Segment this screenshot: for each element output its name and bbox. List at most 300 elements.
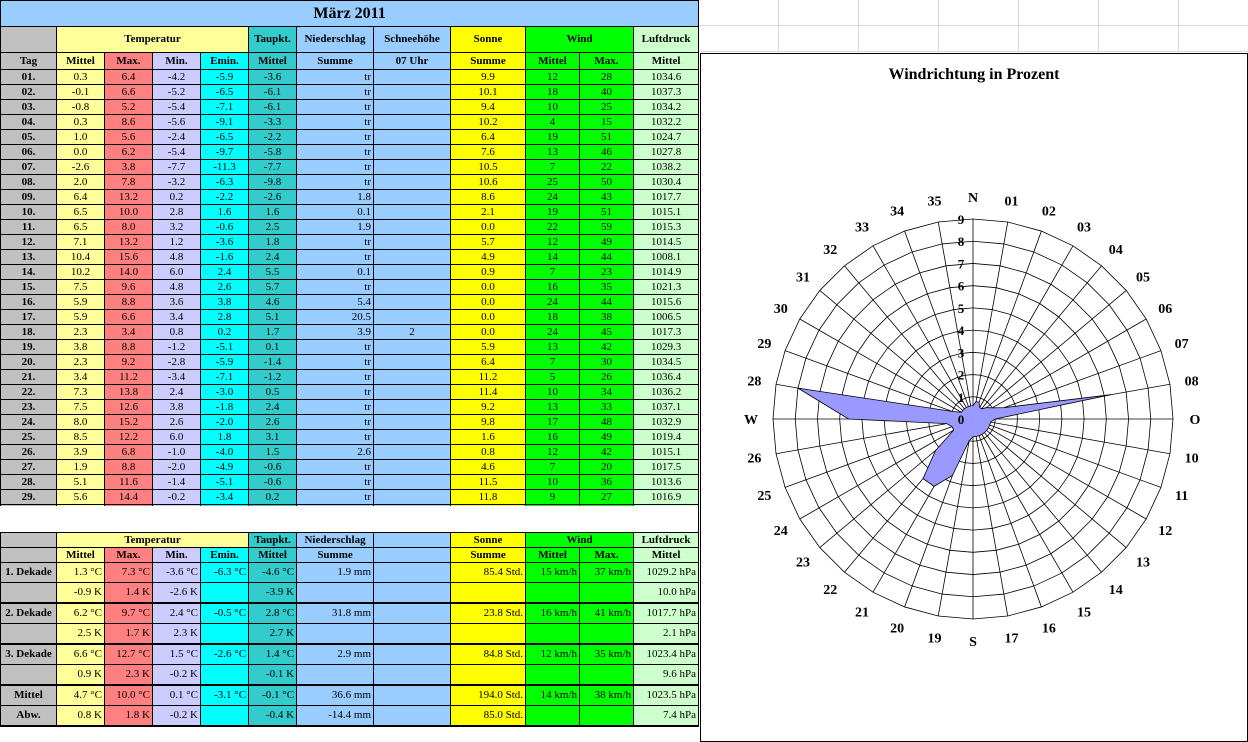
temp-mittel-cell[interactable]: 7.5 [57,280,105,295]
luftdruck-cell[interactable]: 1015.1 [634,445,699,460]
wind-mittel-cell[interactable]: 7 [526,355,580,370]
niederschlag-cell[interactable]: tr [297,250,374,265]
luftdruck-cell[interactable]: 1006.5 [634,310,699,325]
temp-max-cell[interactable]: 6.2 [105,145,153,160]
wind-mittel-cell[interactable]: 22 [526,220,580,235]
summary-temp-max-cell[interactable]: 2.3 K [105,665,153,686]
wind-mittel-cell[interactable]: 13 [526,340,580,355]
wind-mittel-cell[interactable]: 14 [526,250,580,265]
wind-mittel-cell[interactable]: 16 [526,430,580,445]
niederschlag-cell[interactable]: tr [297,415,374,430]
summary-sub-emin[interactable]: Emin. [201,548,249,563]
taupkt-cell[interactable]: 3.1 [249,430,297,445]
wind-max-cell[interactable]: 51 [580,130,634,145]
temp-max-cell[interactable]: 6.6 [105,310,153,325]
header-niederschlag[interactable]: Niederschlag [297,27,374,53]
sonne-cell[interactable]: 0.8 [451,445,526,460]
taupkt-cell[interactable]: 2.5 [249,220,297,235]
wind-mittel-cell[interactable]: 13 [526,145,580,160]
wind-max-cell[interactable]: 44 [580,250,634,265]
summary-label[interactable] [1,624,57,645]
wind-max-cell[interactable]: 33 [580,400,634,415]
schneehoehe-cell[interactable] [374,70,451,85]
temp-emin-cell[interactable]: -4.0 [201,445,249,460]
luftdruck-cell[interactable]: 1017.7 [634,190,699,205]
wind-max-cell[interactable]: 35 [580,280,634,295]
schneehoehe-cell[interactable] [374,370,451,385]
luftdruck-cell[interactable]: 1021.3 [634,280,699,295]
temp-mittel-cell[interactable]: 2.3 [57,325,105,340]
temp-min-cell[interactable]: 6.0 [153,265,201,280]
day-cell[interactable]: 20. [1,355,57,370]
sonne-cell[interactable]: 10.6 [451,175,526,190]
day-cell[interactable]: 27. [1,460,57,475]
sonne-cell[interactable]: 10.2 [451,115,526,130]
luftdruck-cell[interactable]: 1024.7 [634,130,699,145]
luftdruck-cell[interactable]: 1037.1 [634,400,699,415]
schneehoehe-cell[interactable] [374,220,451,235]
niederschlag-cell[interactable]: 0.1 [297,265,374,280]
schneehoehe-cell[interactable] [374,355,451,370]
summary-niederschlag-cell[interactable]: 2.9 mm [297,644,374,665]
temp-mittel-cell[interactable]: 5.6 [57,490,105,505]
temp-max-cell[interactable]: 7.8 [105,175,153,190]
summary-wind-max-cell[interactable] [580,624,634,645]
taupkt-cell[interactable]: -6.1 [249,100,297,115]
corner-cell[interactable] [1,27,57,53]
temp-max-cell[interactable]: 10.0 [105,205,153,220]
temp-emin-cell[interactable]: 2.8 [201,310,249,325]
day-cell[interactable]: 07. [1,160,57,175]
day-cell[interactable]: 09. [1,190,57,205]
sonne-cell[interactable]: 0.0 [451,310,526,325]
summary-temp-emin-cell[interactable]: -0.5 °C [201,603,249,624]
schneehoehe-cell[interactable] [374,490,451,505]
taupkt-cell[interactable]: -1.4 [249,355,297,370]
summary-sub-blank[interactable] [374,548,451,563]
luftdruck-cell[interactable]: 1037.3 [634,85,699,100]
temp-min-cell[interactable]: 3.8 [153,400,201,415]
wind-max-cell[interactable]: 27 [580,490,634,505]
day-cell[interactable]: 01. [1,70,57,85]
wind-mittel-cell[interactable]: 19 [526,130,580,145]
temp-max-cell[interactable]: 5.6 [105,130,153,145]
temp-min-cell[interactable]: -2.4 [153,130,201,145]
wind-max-cell[interactable]: 23 [580,265,634,280]
summary-wind-max-cell[interactable] [580,665,634,686]
wind-max-cell[interactable]: 49 [580,235,634,250]
temp-mittel-cell[interactable]: 7.3 [57,385,105,400]
niederschlag-cell[interactable]: 2.6 [297,445,374,460]
temp-min-cell[interactable]: -5.2 [153,85,201,100]
temp-emin-cell[interactable]: -11.3 [201,160,249,175]
schneehoehe-cell[interactable]: 2 [374,325,451,340]
wind-mittel-cell[interactable]: 12 [526,445,580,460]
sheet-cell[interactable] [939,0,1019,26]
sheet-cell[interactable] [699,0,779,26]
summary-wind-mittel-cell[interactable]: 14 km/h [526,685,580,706]
taupkt-cell[interactable]: -6.1 [249,85,297,100]
header-sonne[interactable]: Sonne [451,27,526,53]
summary-sub-mittel[interactable]: Mittel [57,548,105,563]
temp-min-cell[interactable]: 1.2 [153,235,201,250]
summary-taupkt-cell[interactable]: -0.4 K [249,706,297,727]
taupkt-cell[interactable]: 5.5 [249,265,297,280]
sonne-cell[interactable]: 7.6 [451,145,526,160]
temp-min-cell[interactable]: 2.6 [153,415,201,430]
niederschlag-cell[interactable]: tr [297,355,374,370]
summary-luftdruck-cell[interactable]: 1017.7 hPa [634,603,699,624]
schneehoehe-cell[interactable] [374,160,451,175]
temp-emin-cell[interactable]: 2.4 [201,265,249,280]
temp-emin-cell[interactable]: -5.1 [201,475,249,490]
temp-emin-cell[interactable]: 3.8 [201,295,249,310]
day-cell[interactable]: 08. [1,175,57,190]
summary-wind-mittel-cell[interactable]: 12 km/h [526,644,580,665]
summary-corner[interactable] [1,533,57,548]
temp-mittel-cell[interactable]: 7.1 [57,235,105,250]
wind-mittel-cell[interactable]: 17 [526,415,580,430]
sonne-cell[interactable]: 10.1 [451,85,526,100]
temp-emin-cell[interactable]: -0.6 [201,220,249,235]
temp-max-cell[interactable]: 12.6 [105,400,153,415]
temp-mittel-cell[interactable]: 2.0 [57,175,105,190]
temp-emin-cell[interactable]: -7.1 [201,100,249,115]
schneehoehe-cell[interactable] [374,175,451,190]
header-schneehoehe[interactable]: Schneehöhe [374,27,451,53]
day-cell[interactable]: 14. [1,265,57,280]
wind-mittel-cell[interactable]: 24 [526,295,580,310]
subheader-taupkt-mittel[interactable]: Mittel [249,53,297,70]
temp-min-cell[interactable]: -0.2 [153,490,201,505]
sonne-cell[interactable]: 1.6 [451,430,526,445]
temp-min-cell[interactable]: -1.2 [153,340,201,355]
subheader-schnee-07[interactable]: 07 Uhr [374,53,451,70]
summary-temp-min-cell[interactable]: -2.6 K [153,583,201,604]
schneehoehe-cell[interactable] [374,385,451,400]
summary-label[interactable]: 1. Dekade [1,563,57,583]
luftdruck-cell[interactable]: 1015.1 [634,205,699,220]
wind-max-cell[interactable]: 28 [580,70,634,85]
temp-min-cell[interactable]: 0.2 [153,190,201,205]
summary-temp-min-cell[interactable]: 0.1 °C [153,685,201,706]
luftdruck-cell[interactable]: 1038.2 [634,160,699,175]
summary-wind-max-cell[interactable]: 37 km/h [580,563,634,583]
summary-temp-min-cell[interactable]: -0.2 K [153,665,201,686]
wind-mittel-cell[interactable]: 18 [526,310,580,325]
day-cell[interactable]: 17. [1,310,57,325]
summary-sub-wind-mittel[interactable]: Mittel [526,548,580,563]
summary-wind-mittel-cell[interactable] [526,583,580,604]
summary-wind-mittel-cell[interactable]: 16 km/h [526,603,580,624]
summary-luftdruck-cell[interactable]: 7.4 hPa [634,706,699,727]
wind-max-cell[interactable]: 20 [580,460,634,475]
summary-wind-max-cell[interactable] [580,706,634,727]
wind-max-cell[interactable]: 22 [580,160,634,175]
summary-wind-mittel-cell[interactable]: 15 km/h [526,563,580,583]
temp-mittel-cell[interactable]: 3.8 [57,340,105,355]
wind-max-cell[interactable]: 51 [580,205,634,220]
wind-mittel-cell[interactable]: 19 [526,205,580,220]
schneehoehe-cell[interactable] [374,445,451,460]
sonne-cell[interactable]: 9.9 [451,70,526,85]
summary-wind-max-cell[interactable]: 35 km/h [580,644,634,665]
sonne-cell[interactable]: 5.9 [451,340,526,355]
day-cell[interactable]: 06. [1,145,57,160]
subheader-emin[interactable]: Emin. [201,53,249,70]
wind-mittel-cell[interactable]: 4 [526,115,580,130]
temp-max-cell[interactable]: 3.4 [105,325,153,340]
wind-mittel-cell[interactable]: 10 [526,100,580,115]
summary-header-luftdruck[interactable]: Luftdruck [634,533,699,548]
schneehoehe-cell[interactable] [374,145,451,160]
luftdruck-cell[interactable]: 1008.1 [634,250,699,265]
schneehoehe-cell[interactable] [374,310,451,325]
day-cell[interactable]: 19. [1,340,57,355]
wind-max-cell[interactable]: 26 [580,370,634,385]
day-cell[interactable]: 29. [1,490,57,505]
summary-temp-emin-cell[interactable] [201,583,249,604]
temp-mittel-cell[interactable]: 2.3 [57,355,105,370]
schneehoehe-cell[interactable] [374,190,451,205]
temp-mittel-cell[interactable]: 0.3 [57,70,105,85]
summary-luftdruck-cell[interactable]: 2.1 hPa [634,624,699,645]
luftdruck-cell[interactable]: 1016.9 [634,490,699,505]
summary-temp-min-cell[interactable]: -0.2 K [153,706,201,727]
temp-emin-cell[interactable]: -1.6 [201,250,249,265]
temp-emin-cell[interactable]: -6.5 [201,130,249,145]
taupkt-cell[interactable]: -2.6 [249,190,297,205]
niederschlag-cell[interactable]: tr [297,370,374,385]
day-cell[interactable]: 15. [1,280,57,295]
summary-blank-cell[interactable] [374,624,451,645]
temp-max-cell[interactable]: 15.6 [105,250,153,265]
subheader-nied-summe[interactable]: Summe [297,53,374,70]
summary-header-taupkt[interactable]: Taupkt. [249,533,297,548]
temp-emin-cell[interactable]: 1.8 [201,430,249,445]
luftdruck-cell[interactable]: 1027.8 [634,145,699,160]
temp-max-cell[interactable]: 14.0 [105,265,153,280]
summary-label[interactable] [1,665,57,686]
sheet-cell[interactable] [859,26,939,52]
summary-sub-nied[interactable]: Summe [297,548,374,563]
wind-mittel-cell[interactable]: 7 [526,160,580,175]
summary-sonne-cell[interactable]: 85.0 Std. [451,706,526,727]
summary-temp-emin-cell[interactable]: -6.3 °C [201,563,249,583]
temp-emin-cell[interactable]: 1.6 [201,205,249,220]
temp-mittel-cell[interactable]: 10.4 [57,250,105,265]
wind-mittel-cell[interactable]: 7 [526,265,580,280]
sheet-cell[interactable] [1179,26,1248,52]
temp-min-cell[interactable]: 3.4 [153,310,201,325]
day-cell[interactable]: 22. [1,385,57,400]
temp-mittel-cell[interactable]: -0.8 [57,100,105,115]
schneehoehe-cell[interactable] [374,115,451,130]
summary-sonne-cell[interactable]: 85.4 Std. [451,563,526,583]
temp-max-cell[interactable]: 12.2 [105,430,153,445]
luftdruck-cell[interactable]: 1015.6 [634,295,699,310]
temp-mittel-cell[interactable]: 0.3 [57,115,105,130]
temp-emin-cell[interactable]: -6.3 [201,175,249,190]
temp-min-cell[interactable]: -5.4 [153,145,201,160]
sheet-cell[interactable] [1099,0,1179,26]
temp-emin-cell[interactable]: -3.4 [201,490,249,505]
wind-max-cell[interactable]: 42 [580,445,634,460]
schneehoehe-cell[interactable] [374,460,451,475]
summary-temp-mittel-cell[interactable]: 0.8 K [57,706,105,727]
niederschlag-cell[interactable]: tr [297,175,374,190]
schneehoehe-cell[interactable] [374,295,451,310]
wind-max-cell[interactable]: 25 [580,100,634,115]
niederschlag-cell[interactable]: tr [297,400,374,415]
luftdruck-cell[interactable]: 1030.4 [634,175,699,190]
temp-max-cell[interactable]: 15.2 [105,415,153,430]
niederschlag-cell[interactable]: tr [297,490,374,505]
wind-max-cell[interactable]: 45 [580,325,634,340]
subheader-sonne-summe[interactable]: Summe [451,53,526,70]
taupkt-cell[interactable]: 2.4 [249,250,297,265]
summary-wind-mittel-cell[interactable] [526,665,580,686]
temp-mittel-cell[interactable]: -0.1 [57,85,105,100]
sonne-cell[interactable]: 5.7 [451,235,526,250]
sheet-cell[interactable] [859,0,939,26]
luftdruck-cell[interactable]: 1034.2 [634,100,699,115]
subheader-min[interactable]: Min. [153,53,201,70]
summary-temp-mittel-cell[interactable]: 4.7 °C [57,685,105,706]
temp-min-cell[interactable]: -1.4 [153,475,201,490]
wind-max-cell[interactable]: 42 [580,340,634,355]
temp-emin-cell[interactable]: -5.9 [201,355,249,370]
summary-label[interactable]: Mittel [1,685,57,706]
summary-label[interactable] [1,583,57,604]
sheet-cell[interactable] [1019,0,1099,26]
wind-max-cell[interactable]: 40 [580,85,634,100]
summary-blank-cell[interactable] [374,644,451,665]
summary-luftdruck-cell[interactable]: 1023.5 hPa [634,685,699,706]
sheet-cell[interactable] [779,26,859,52]
sonne-cell[interactable]: 11.2 [451,370,526,385]
summary-wind-mittel-cell[interactable] [526,624,580,645]
sheet-cell[interactable] [699,26,779,52]
day-cell[interactable]: 21. [1,370,57,385]
temp-mittel-cell[interactable]: 6.5 [57,205,105,220]
summary-blank-cell[interactable] [374,685,451,706]
taupkt-cell[interactable]: -0.6 [249,475,297,490]
wind-mittel-cell[interactable]: 9 [526,490,580,505]
luftdruck-cell[interactable]: 1015.3 [634,220,699,235]
day-cell[interactable]: 12. [1,235,57,250]
taupkt-cell[interactable]: -3.3 [249,115,297,130]
taupkt-cell[interactable]: 0.2 [249,490,297,505]
day-cell[interactable]: 23. [1,400,57,415]
blank-row[interactable] [0,506,698,532]
sonne-cell[interactable]: 11.5 [451,475,526,490]
temp-emin-cell[interactable]: -9.1 [201,115,249,130]
subheader-mittel[interactable]: Mittel [57,53,105,70]
wind-mittel-cell[interactable]: 13 [526,400,580,415]
temp-mittel-cell[interactable]: -2.6 [57,160,105,175]
summary-temp-min-cell[interactable]: -3.6 °C [153,563,201,583]
day-cell[interactable]: 10. [1,205,57,220]
summary-temp-max-cell[interactable]: 1.8 K [105,706,153,727]
summary-wind-max-cell[interactable]: 41 km/h [580,603,634,624]
summary-temp-max-cell[interactable]: 12.7 °C [105,644,153,665]
summary-sonne-cell[interactable] [451,583,526,604]
temp-emin-cell[interactable]: -9.7 [201,145,249,160]
taupkt-cell[interactable]: 4.6 [249,295,297,310]
summary-luftdruck-cell[interactable]: 1029.2 hPa [634,563,699,583]
wind-max-cell[interactable]: 49 [580,430,634,445]
sheet-cell[interactable] [1019,26,1099,52]
summary-label[interactable]: 2. Dekade [1,603,57,624]
summary-sonne-cell[interactable]: 194.0 Std. [451,685,526,706]
summary-sub-wind-max[interactable]: Max. [580,548,634,563]
temp-min-cell[interactable]: -2.8 [153,355,201,370]
taupkt-cell[interactable]: 0.1 [249,340,297,355]
temp-mittel-cell[interactable]: 3.4 [57,370,105,385]
sheet-cell[interactable] [939,26,1019,52]
summary-temp-max-cell[interactable]: 1.4 K [105,583,153,604]
taupkt-cell[interactable]: -9.8 [249,175,297,190]
temp-min-cell[interactable]: 2.8 [153,205,201,220]
niederschlag-cell[interactable]: tr [297,385,374,400]
sonne-cell[interactable]: 9.8 [451,415,526,430]
temp-max-cell[interactable]: 8.8 [105,460,153,475]
temp-emin-cell[interactable]: -2.2 [201,190,249,205]
temp-mittel-cell[interactable]: 1.9 [57,460,105,475]
temp-max-cell[interactable]: 8.8 [105,295,153,310]
schneehoehe-cell[interactable] [374,265,451,280]
niederschlag-cell[interactable]: tr [297,430,374,445]
sonne-cell[interactable]: 6.4 [451,355,526,370]
temp-max-cell[interactable]: 6.8 [105,445,153,460]
wind-mittel-cell[interactable]: 18 [526,85,580,100]
niederschlag-cell[interactable]: 0.1 [297,205,374,220]
summary-header-sonne[interactable]: Sonne [451,533,526,548]
summary-header-blank[interactable] [374,533,451,548]
summary-sub-corner[interactable] [1,548,57,563]
wind-max-cell[interactable]: 43 [580,190,634,205]
temp-emin-cell[interactable]: -1.8 [201,400,249,415]
temp-min-cell[interactable]: -5.4 [153,100,201,115]
schneehoehe-cell[interactable] [374,100,451,115]
summary-temp-emin-cell[interactable] [201,706,249,727]
temp-mittel-cell[interactable]: 7.5 [57,400,105,415]
temp-max-cell[interactable]: 6.6 [105,85,153,100]
summary-temp-min-cell[interactable]: 2.3 K [153,624,201,645]
summary-blank-cell[interactable] [374,706,451,727]
summary-temp-max-cell[interactable]: 9.7 °C [105,603,153,624]
header-wind[interactable]: Wind [526,27,634,53]
temp-max-cell[interactable]: 11.6 [105,475,153,490]
subheader-wind-mittel[interactable]: Mittel [526,53,580,70]
luftdruck-cell[interactable]: 1032.2 [634,115,699,130]
summary-temp-max-cell[interactable]: 7.3 °C [105,563,153,583]
summary-blank-cell[interactable] [374,563,451,583]
temp-min-cell[interactable]: -5.6 [153,115,201,130]
summary-blank-cell[interactable] [374,665,451,686]
day-cell[interactable]: 13. [1,250,57,265]
subheader-tag[interactable]: Tag [1,53,57,70]
temp-emin-cell[interactable]: -6.5 [201,85,249,100]
temp-min-cell[interactable]: 3.6 [153,295,201,310]
wind-mittel-cell[interactable]: 12 [526,235,580,250]
summary-sub-sonne[interactable]: Summe [451,548,526,563]
schneehoehe-cell[interactable] [374,475,451,490]
temp-emin-cell[interactable]: 2.6 [201,280,249,295]
day-cell[interactable]: 03. [1,100,57,115]
header-luftdruck[interactable]: Luftdruck [634,27,699,53]
